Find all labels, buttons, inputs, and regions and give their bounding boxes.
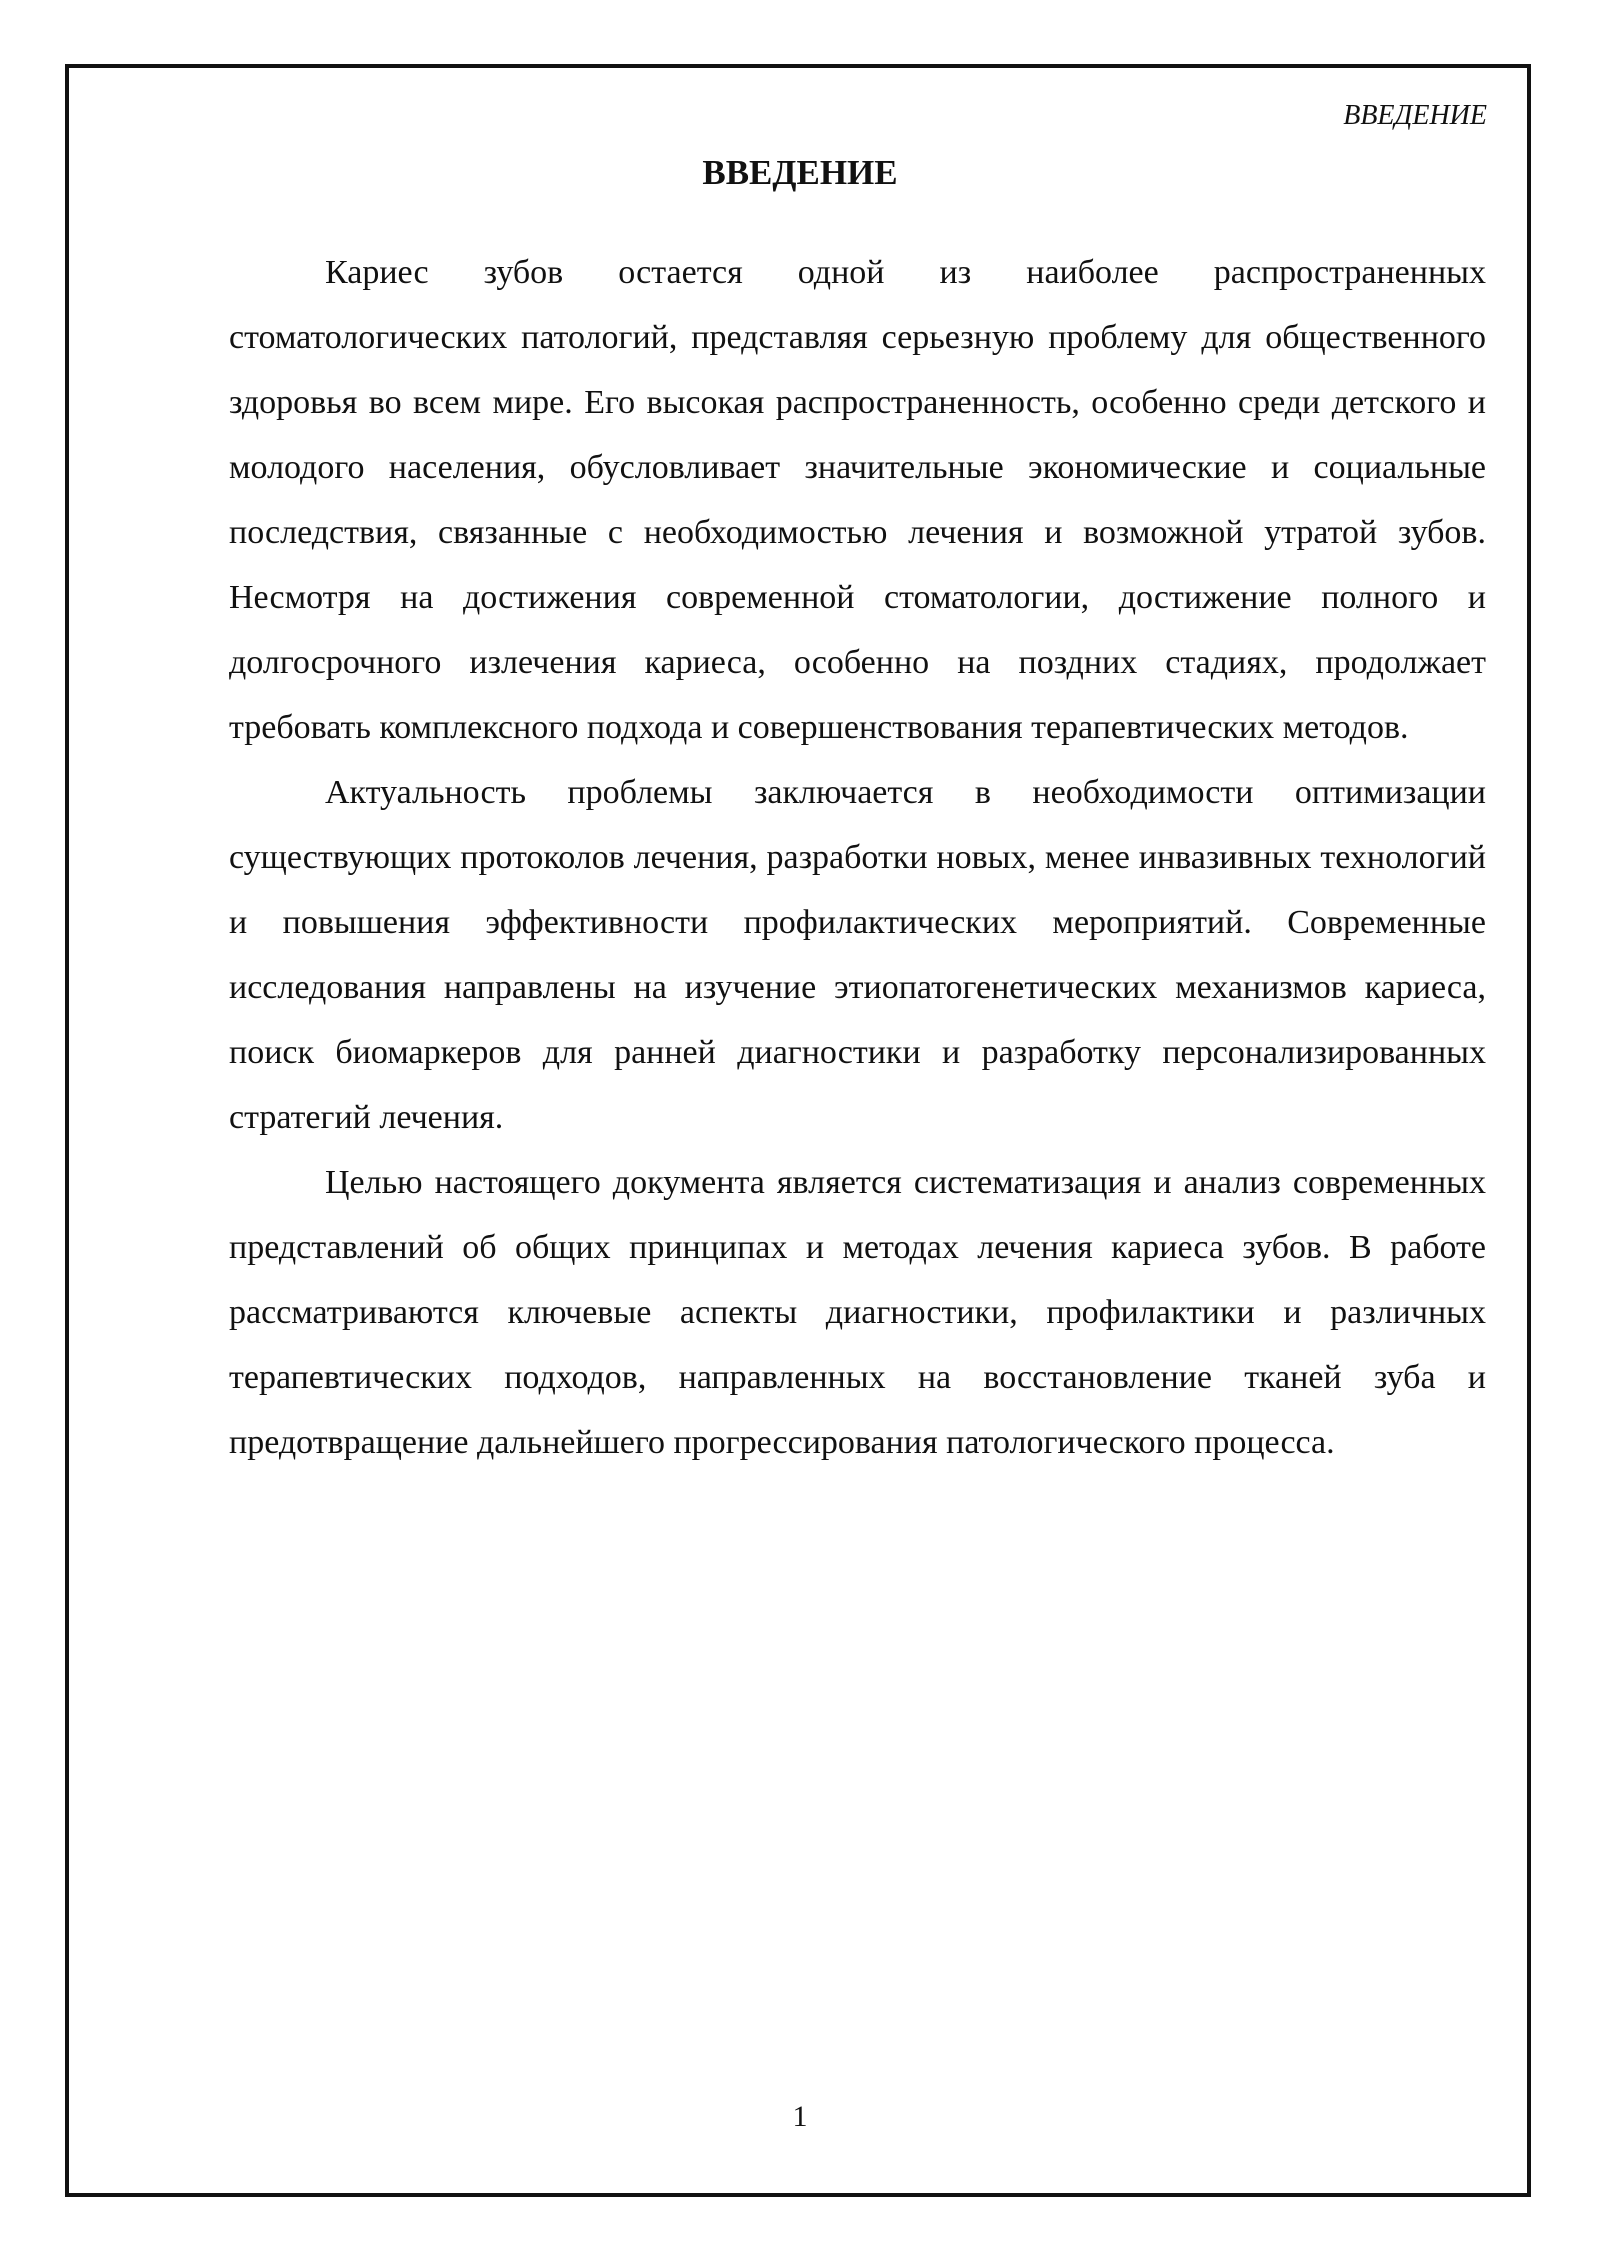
- running-header: ВВЕДЕНИЕ: [1343, 100, 1487, 131]
- page-number: 1: [792, 2100, 808, 2133]
- section-title: ВВЕДЕНИЕ: [702, 153, 898, 192]
- paragraph-3: Целью настоящего документа является систематизация и анализ современных представлений об общих принципах и методах лечения кариеса зубов. В работе рассматриваются ключевые аспекты диагностики, профилактики и различных терапевтических подходов, направленных на восстановление тканей зуба и предотвращение дальнейшего прогрессирования патологического процесса.: [229, 1164, 1486, 1461]
- paragraph-1: Кариес зубов остается одной из наиболее распространенных стоматологических патологий, представляя серьезную проблему для общественного здоровья во всем мире. Его высокая распространенность, особенно среди детского и молодого населения, обусловливает значительные экономические и социальные последствия, связанные с необходимостью лечения и возможной утратой зубов. Несмотря на достижения современной стоматологии, достижение полного и долгосрочного излечения кариеса, особенно на поздних стадиях, продолжает требовать комплексного подхода и совершенствования терапевтических методов.: [229, 254, 1486, 746]
- paragraph-2: Актуальность проблемы заключается в необходимости оптимизации существующих протоколов лечения, разработки новых, менее инвазивных технологий и повышения эффективности профилактических мероприятий. Современные исследования направлены на изучение этиопатогенетических механизмов кариеса, поиск биомаркеров для ранней диагностики и разработку персонализированных стратегий лечения.: [229, 774, 1486, 1136]
- body-text: [229, 240, 1486, 1475]
